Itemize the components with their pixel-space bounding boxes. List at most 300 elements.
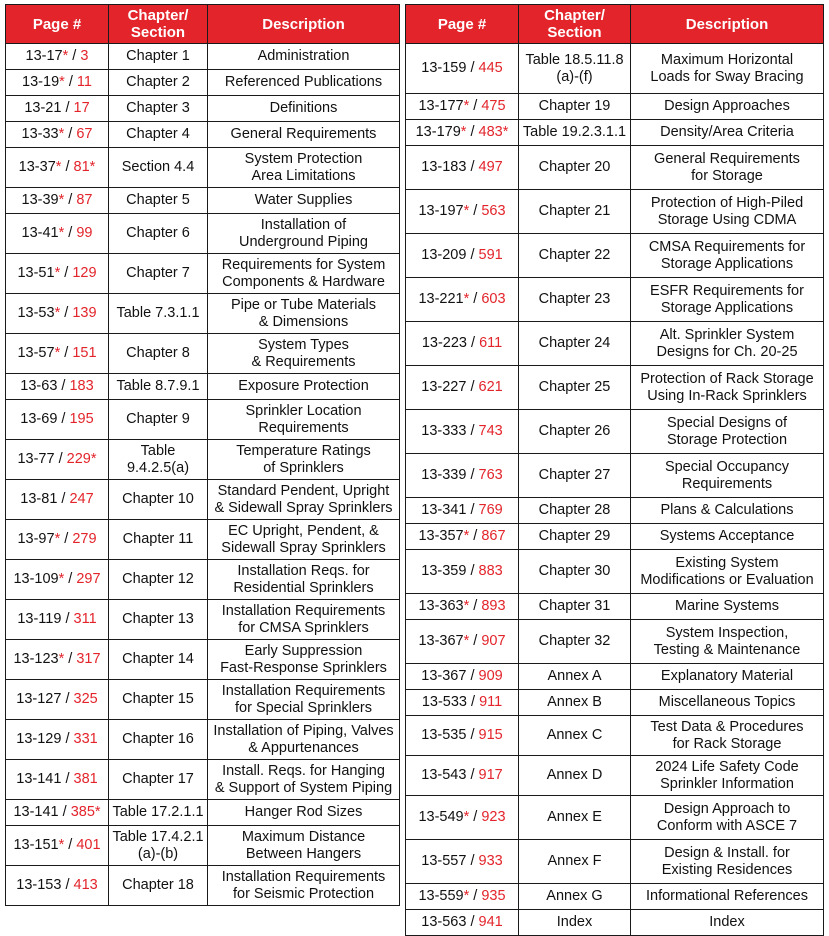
description-cell: Protection of High-Piled Storage Using CDMA [631, 190, 824, 234]
pdf-page-number: 311 [73, 611, 97, 627]
chapter-cell: Chapter 8 [109, 334, 208, 374]
table-row [406, 234, 824, 278]
chapter-cell: Chapter 24 [519, 322, 631, 366]
page-separator: / [469, 888, 482, 904]
table-row [6, 520, 400, 560]
pdf-page-number: 229 [66, 451, 91, 467]
page-number: 13-333 [421, 423, 467, 439]
page-separator: / [466, 335, 480, 351]
table-row [406, 664, 824, 690]
page-number: 13-77 [17, 451, 55, 467]
page-number: 13-119 [17, 611, 62, 627]
page-cell [406, 94, 519, 120]
page-separator: / [466, 124, 479, 140]
page-number: 13-63 [20, 378, 58, 394]
page-separator: / [57, 378, 70, 394]
chapter-cell: Chapter 12 [109, 560, 208, 600]
pdf-page-number: 183 [69, 378, 94, 394]
page-cell [6, 440, 109, 480]
table-row [6, 44, 400, 70]
revision-star: * [59, 74, 65, 90]
page-separator: / [469, 528, 482, 544]
page-cell [6, 374, 109, 400]
revision-star: * [463, 888, 470, 904]
pdf-page-number: 911 [479, 694, 503, 710]
revision-star: * [463, 633, 470, 649]
page-number: 13-221 [418, 291, 464, 307]
page-separator: / [60, 305, 73, 321]
page-separator: / [469, 203, 482, 219]
page-number: 13-109 [13, 571, 59, 587]
pdf-page-number: 915 [478, 727, 503, 743]
table-row [6, 720, 400, 760]
page-cell [406, 234, 519, 278]
table-row [6, 760, 400, 800]
pdf-page-number: 497 [478, 159, 503, 175]
revision-star: * [94, 804, 101, 820]
description-cell: Marine Systems [631, 594, 824, 620]
pdf-page-number: 99 [76, 225, 93, 241]
pdf-page-number: 67 [76, 126, 93, 142]
revision-star: * [463, 203, 470, 219]
page-number: 13-363 [418, 598, 464, 614]
page-number: 13-183 [421, 159, 467, 175]
description-cell: Protection of Rack Storage Using In-Rack Sprinklers [631, 366, 824, 410]
page-number: 13-53 [17, 305, 55, 321]
chapter-cell: Chapter 23 [519, 278, 631, 322]
chapter-cell: Annex D [519, 756, 631, 796]
page-separator: / [469, 291, 482, 307]
chapter-cell: Chapter 5 [109, 188, 208, 214]
description-cell: Administration [208, 44, 400, 70]
page-number: 13-127 [16, 691, 62, 707]
page-number: 13-543 [421, 767, 467, 783]
page-cell [406, 756, 519, 796]
revision-star: * [54, 305, 61, 321]
page-cell [6, 520, 109, 560]
pdf-page-number: 923 [481, 809, 506, 825]
toc-table-left [5, 4, 400, 906]
revision-star: * [89, 159, 96, 175]
table-row [6, 600, 400, 640]
description-cell: Requirements for System Components & Hardware [208, 254, 400, 294]
page-separator: / [64, 74, 77, 90]
pdf-page-number: 941 [478, 914, 503, 930]
description-cell: Water Supplies [208, 188, 400, 214]
revision-star: * [463, 598, 470, 614]
table-row [406, 524, 824, 550]
header-page: Page # [406, 5, 519, 44]
page-separator: / [57, 491, 70, 507]
chapter-cell: Chapter 11 [109, 520, 208, 560]
page-cell [6, 188, 109, 214]
chapter-cell: Chapter 4 [109, 122, 208, 148]
description-cell: Existing System Modifications or Evaluation [631, 550, 824, 594]
page-cell [6, 480, 109, 520]
header-chapter: Chapter/ Section [109, 5, 208, 44]
page-separator: / [57, 411, 70, 427]
chapter-cell: Chapter 28 [519, 498, 631, 524]
page-separator: / [64, 837, 77, 853]
page-separator: / [61, 100, 74, 116]
page-number: 13-21 [24, 100, 62, 116]
page-separator: / [469, 809, 482, 825]
description-cell: Installation Requirements for Seismic Protection [208, 866, 400, 906]
description-cell: Early Suppression Fast-Response Sprinklers [208, 640, 400, 680]
pdf-page-number: 483 [478, 124, 503, 140]
page-separator: / [466, 914, 479, 930]
chapter-cell: Chapter 21 [519, 190, 631, 234]
page-cell [406, 524, 519, 550]
page-number: 13-341 [421, 502, 467, 518]
description-cell: Sprinkler Location Requirements [208, 400, 400, 440]
description-cell: Exposure Protection [208, 374, 400, 400]
page-number: 13-151 [13, 837, 59, 853]
chapter-cell: Annex F [519, 840, 631, 884]
header-row [6, 5, 400, 44]
chapter-cell: Chapter 17 [109, 760, 208, 800]
page-separator: / [64, 571, 77, 587]
page-separator: / [469, 98, 482, 114]
page-separator: / [64, 126, 77, 142]
chapter-cell: Annex E [519, 796, 631, 840]
description-cell: CMSA Requirements for Storage Applications [631, 234, 824, 278]
revision-star: * [463, 291, 470, 307]
page-cell [406, 278, 519, 322]
revision-star: * [460, 124, 467, 140]
page-separator: / [466, 727, 479, 743]
page-cell [6, 826, 109, 866]
table-row [6, 800, 400, 826]
pdf-page-number: 413 [73, 877, 98, 893]
page-cell [6, 70, 109, 96]
table-row [6, 374, 400, 400]
revision-star: * [90, 451, 97, 467]
page-cell [6, 294, 109, 334]
pdf-page-number: 297 [76, 571, 101, 587]
description-cell: Design Approaches [631, 94, 824, 120]
description-cell: Design Approach to Conform with ASCE 7 [631, 796, 824, 840]
table-row [6, 70, 400, 96]
page-number: 13-367 [418, 633, 464, 649]
page-cell [406, 44, 519, 94]
page-cell [406, 884, 519, 910]
description-cell: Maximum Horizontal Loads for Sway Bracing [631, 44, 824, 94]
pdf-page-number: 195 [69, 411, 94, 427]
page-cell [406, 664, 519, 690]
description-cell: Miscellaneous Topics [631, 690, 824, 716]
page-number: 13-209 [421, 247, 467, 263]
page-separator: / [64, 225, 77, 241]
pdf-page-number: 17 [73, 100, 90, 116]
page-separator: / [61, 771, 74, 787]
table-row [6, 122, 400, 148]
revision-star: * [54, 531, 61, 547]
page-cell [6, 800, 109, 826]
table-row [406, 322, 824, 366]
pdf-page-number: 11 [76, 74, 92, 90]
pdf-page-number: 917 [478, 767, 503, 783]
revision-star: * [58, 192, 65, 208]
chapter-cell: Chapter 30 [519, 550, 631, 594]
table-row [6, 826, 400, 866]
chapter-cell: Chapter 1 [109, 44, 208, 70]
pdf-page-number: 893 [481, 598, 506, 614]
table-row [6, 96, 400, 122]
table-row [6, 480, 400, 520]
table-row [6, 148, 400, 188]
page-separator: / [466, 694, 480, 710]
page-number: 13-533 [421, 694, 467, 710]
page-cell [6, 334, 109, 374]
chapter-cell: Chapter 16 [109, 720, 208, 760]
page-cell [6, 214, 109, 254]
pdf-page-number: 331 [73, 731, 98, 747]
description-cell: Temperature Ratings of Sprinklers [208, 440, 400, 480]
chapter-cell: Index [519, 910, 631, 936]
pdf-page-number: 129 [72, 265, 97, 281]
page-cell [406, 716, 519, 756]
chapter-cell: Table 17.4.2.1 (a)-(b) [109, 826, 208, 866]
description-cell: Special Designs of Storage Protection [631, 410, 824, 454]
page-number: 13-17 [25, 48, 63, 64]
revision-star: * [55, 159, 62, 175]
revision-star: * [58, 571, 65, 587]
pdf-page-number: 475 [481, 98, 506, 114]
page-separator: / [61, 731, 74, 747]
revision-star: * [58, 225, 65, 241]
pdf-page-number: 445 [478, 60, 503, 76]
page-cell [406, 322, 519, 366]
description-cell: Index [631, 910, 824, 936]
revision-star: * [62, 48, 69, 64]
description-cell: System Types & Requirements [208, 334, 400, 374]
pdf-page-number: 883 [478, 563, 503, 579]
header-page: Page # [6, 5, 109, 44]
pdf-page-number: 317 [76, 651, 101, 667]
page-separator: / [466, 60, 479, 76]
pdf-page-number: 325 [73, 691, 98, 707]
page-cell [406, 796, 519, 840]
description-cell: 2024 Life Safety Code Sprinkler Information [631, 756, 824, 796]
revision-star: * [502, 124, 509, 140]
pdf-page-number: 933 [478, 853, 503, 869]
description-cell: Systems Acceptance [631, 524, 824, 550]
table-row [6, 294, 400, 334]
page-cell [6, 148, 109, 188]
page-cell [6, 44, 109, 70]
pdf-page-number: 139 [72, 305, 97, 321]
toc-table-right [405, 4, 824, 936]
page-cell [6, 96, 109, 122]
pdf-page-number: 603 [481, 291, 506, 307]
page-number: 13-141 [16, 771, 62, 787]
page-separator: / [61, 611, 74, 627]
page-number: 13-563 [421, 914, 467, 930]
page-cell [6, 600, 109, 640]
description-cell: Alt. Sprinkler System Designs for Ch. 20-25 [631, 322, 824, 366]
table-row [406, 366, 824, 410]
pdf-page-number: 381 [73, 771, 98, 787]
page-number: 13-37 [18, 159, 56, 175]
page-number: 13-223 [421, 335, 467, 351]
pdf-page-number: 279 [72, 531, 97, 547]
page-separator: / [466, 467, 479, 483]
table-row [406, 840, 824, 884]
page-separator: / [64, 651, 77, 667]
page-cell [406, 498, 519, 524]
pdf-page-number: 87 [76, 192, 93, 208]
chapter-cell: Table 7.3.1.1 [109, 294, 208, 334]
page-separator: / [469, 598, 482, 614]
page-number: 13-557 [421, 853, 467, 869]
chapter-cell: Annex A [519, 664, 631, 690]
page-separator: / [54, 451, 67, 467]
chapter-cell: Chapter 7 [109, 254, 208, 294]
toc-body-right [406, 44, 824, 936]
page-number: 13-39 [21, 192, 59, 208]
page-number: 13-57 [17, 345, 55, 361]
page-cell [6, 122, 109, 148]
description-cell: General Requirements [208, 122, 400, 148]
pdf-page-number: 935 [481, 888, 506, 904]
chapter-cell: Chapter 2 [109, 70, 208, 96]
chapter-cell: Chapter 27 [519, 454, 631, 498]
page-cell [406, 146, 519, 190]
page-separator: / [466, 423, 479, 439]
table-row [406, 94, 824, 120]
chapter-cell: Chapter 13 [109, 600, 208, 640]
page-number: 13-97 [17, 531, 55, 547]
table-row [6, 560, 400, 600]
table-row [406, 910, 824, 936]
page-separator: / [64, 192, 77, 208]
chapter-cell: Chapter 6 [109, 214, 208, 254]
page-cell [6, 400, 109, 440]
chapter-cell: Chapter 29 [519, 524, 631, 550]
page-cell [406, 910, 519, 936]
chapter-cell: Table 8.7.9.1 [109, 374, 208, 400]
page-cell [406, 366, 519, 410]
page-separator: / [61, 159, 74, 175]
page-cell [406, 120, 519, 146]
description-cell: Test Data & Procedures for Rack Storage [631, 716, 824, 756]
chapter-cell: Chapter 14 [109, 640, 208, 680]
description-cell: Definitions [208, 96, 400, 122]
pdf-page-number: 743 [478, 423, 503, 439]
chapter-cell: Table 19.2.3.1.1 [519, 120, 631, 146]
pdf-page-number: 3 [80, 48, 89, 64]
revision-star: * [463, 98, 470, 114]
chapter-cell: Table 18.5.11.8 (a)-(f) [519, 44, 631, 94]
description-cell: Installation of Underground Piping [208, 214, 400, 254]
description-cell: System Inspection, Testing & Maintenance [631, 620, 824, 664]
pdf-page-number: 621 [478, 379, 503, 395]
page-separator: / [466, 247, 479, 263]
page-number: 13-179 [415, 124, 461, 140]
table-row [6, 188, 400, 214]
table-row [406, 690, 824, 716]
table-row [406, 620, 824, 664]
pdf-page-number: 401 [76, 837, 101, 853]
page-cell [406, 410, 519, 454]
table-row [406, 594, 824, 620]
page-separator: / [58, 804, 71, 820]
table-row [406, 454, 824, 498]
chapter-cell: Annex C [519, 716, 631, 756]
page-cell [6, 720, 109, 760]
toc-body-left [6, 44, 400, 906]
page-separator: / [60, 265, 73, 281]
chapter-cell: Chapter 15 [109, 680, 208, 720]
table-row [6, 680, 400, 720]
table-row [6, 334, 400, 374]
page-cell [406, 840, 519, 884]
description-cell: Maximum Distance Between Hangers [208, 826, 400, 866]
chapter-cell: Chapter 18 [109, 866, 208, 906]
description-cell: ESFR Requirements for Storage Applications [631, 278, 824, 322]
header-description: Description [631, 5, 824, 44]
page-number: 13-33 [21, 126, 59, 142]
page-number: 13-339 [421, 467, 467, 483]
description-cell: Explanatory Material [631, 664, 824, 690]
chapter-cell: Section 4.4 [109, 148, 208, 188]
page-number: 13-159 [421, 60, 467, 76]
page-number: 13-41 [21, 225, 59, 241]
pdf-page-number: 763 [478, 467, 503, 483]
page-separator: / [60, 345, 73, 361]
page-number: 13-535 [421, 727, 467, 743]
pdf-page-number: 867 [481, 528, 506, 544]
chapter-cell: Chapter 3 [109, 96, 208, 122]
table-row [6, 254, 400, 294]
page-cell [6, 254, 109, 294]
header-description: Description [208, 5, 400, 44]
page-number: 13-359 [421, 563, 467, 579]
page-number: 13-81 [20, 491, 58, 507]
table-row [406, 278, 824, 322]
chapter-cell: Annex B [519, 690, 631, 716]
page-number: 13-69 [20, 411, 58, 427]
pdf-page-number: 385 [70, 804, 95, 820]
page-number: 13-51 [17, 265, 55, 281]
page-cell [6, 560, 109, 600]
description-cell: EC Upright, Pendent, & Sidewall Spray Sprinklers [208, 520, 400, 560]
table-row [406, 550, 824, 594]
table-row [406, 796, 824, 840]
description-cell: Special Occupancy Requirements [631, 454, 824, 498]
page-number: 13-19 [22, 74, 60, 90]
revision-star: * [54, 265, 61, 281]
description-cell: Installation Requirements for Special Sprinklers [208, 680, 400, 720]
table-row [6, 866, 400, 906]
page-cell [406, 594, 519, 620]
page-cell [6, 640, 109, 680]
chapter-cell: Chapter 25 [519, 366, 631, 410]
page-number: 13-367 [421, 668, 467, 684]
page-separator: / [466, 668, 479, 684]
revision-star: * [463, 809, 470, 825]
page-separator: / [469, 633, 482, 649]
pdf-page-number: 769 [478, 502, 503, 518]
chapter-cell: Chapter 20 [519, 146, 631, 190]
page-separator: / [466, 853, 479, 869]
page-separator: / [466, 379, 479, 395]
chapter-cell: Chapter 19 [519, 94, 631, 120]
description-cell: System Protection Area Limitations [208, 148, 400, 188]
page-number: 13-197 [418, 203, 464, 219]
page-cell [406, 454, 519, 498]
